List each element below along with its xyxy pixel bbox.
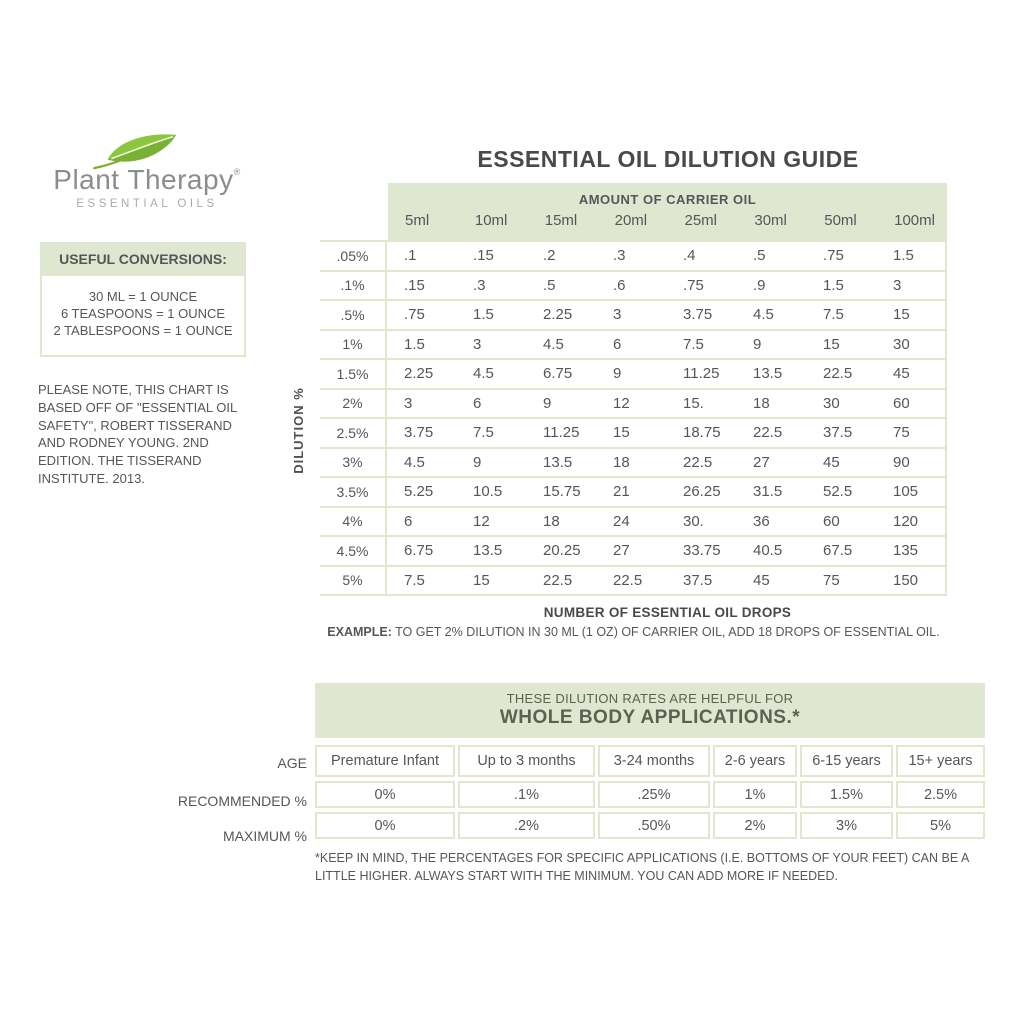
drops-cell: 15 bbox=[456, 566, 526, 596]
carrier-oil-column-label: 50ml bbox=[824, 212, 857, 229]
recommended-row-cell: 2.5% bbox=[896, 781, 985, 808]
drops-cell: 1.5 bbox=[876, 241, 946, 271]
age-row-cell: 15+ years bbox=[896, 745, 985, 777]
dilution-percent-cell: .05% bbox=[320, 241, 386, 271]
maximum-row-cell: 5% bbox=[896, 812, 985, 839]
drops-cell: 3 bbox=[876, 271, 946, 301]
drops-cell: 4.5 bbox=[526, 330, 596, 360]
drops-cell: 4.5 bbox=[386, 448, 456, 478]
logo-name: Plant Therapy® bbox=[53, 164, 241, 195]
drops-cell: 30 bbox=[876, 330, 946, 360]
drops-cell: 15.75 bbox=[526, 477, 596, 507]
applications-header-line2: WHOLE BODY APPLICATIONS.* bbox=[499, 707, 801, 728]
drops-cell: 3 bbox=[456, 330, 526, 360]
dilution-row bbox=[320, 507, 946, 537]
drops-cell: 31.5 bbox=[736, 477, 806, 507]
drops-cell: .9 bbox=[736, 271, 806, 301]
drops-cell: 6 bbox=[456, 389, 526, 419]
drops-cell: .75 bbox=[806, 241, 876, 271]
dilution-row bbox=[320, 330, 946, 360]
applications-row-label: AGE bbox=[277, 755, 307, 771]
drops-cell: 12 bbox=[596, 389, 666, 419]
page-title: ESSENTIAL OIL DILUTION GUIDE bbox=[477, 146, 859, 172]
drops-cell: 18 bbox=[596, 448, 666, 478]
dilution-percent-cell: .5% bbox=[320, 300, 386, 330]
maximum-row-cell: .2% bbox=[458, 812, 595, 839]
dilution-table bbox=[320, 240, 947, 596]
drops-cell: 4.5 bbox=[736, 300, 806, 330]
drops-cell: 13.5 bbox=[736, 359, 806, 389]
drops-cell: 10.5 bbox=[456, 477, 526, 507]
drops-cell: .3 bbox=[456, 271, 526, 301]
recommended-row-cell: 0% bbox=[315, 781, 455, 808]
example-label: EXAMPLE: bbox=[327, 625, 392, 639]
carrier-oil-column-label: 10ml bbox=[474, 212, 508, 229]
carrier-oil-column-label: 25ml bbox=[684, 212, 718, 229]
drops-cell: 75 bbox=[806, 566, 876, 596]
drops-cell: 1.5 bbox=[456, 300, 526, 330]
drops-cell: 12 bbox=[456, 507, 526, 537]
drops-cell: .1 bbox=[386, 241, 456, 271]
dilution-row bbox=[320, 389, 946, 419]
dilution-axis-label: DILUTION % bbox=[290, 386, 306, 474]
drops-cell: 15 bbox=[596, 418, 666, 448]
drops-cell: .4 bbox=[666, 241, 736, 271]
drops-cell: 36 bbox=[736, 507, 806, 537]
drops-cell: .15 bbox=[386, 271, 456, 301]
drops-cell: 120 bbox=[876, 507, 946, 537]
drops-cell: 3 bbox=[596, 300, 666, 330]
drops-cell: 15. bbox=[666, 389, 736, 419]
drops-cell: 18 bbox=[736, 389, 806, 419]
drops-cell: 9 bbox=[736, 330, 806, 360]
example-line bbox=[320, 625, 947, 639]
dilution-row bbox=[320, 566, 946, 596]
maximum-row-cell: 3% bbox=[800, 812, 893, 839]
drops-cell: 26.25 bbox=[666, 477, 736, 507]
drops-cell: 22.5 bbox=[806, 359, 876, 389]
drops-cell: 33.75 bbox=[666, 536, 736, 566]
applications-row-labels bbox=[57, 743, 307, 853]
drops-cell: 60 bbox=[876, 389, 946, 419]
dilution-percent-cell: 4.5% bbox=[320, 536, 386, 566]
age-row-cell: Up to 3 months bbox=[458, 745, 595, 777]
useful-conversions-box bbox=[40, 242, 246, 357]
plant-therapy-logo bbox=[52, 132, 242, 210]
drops-cell: 27 bbox=[736, 448, 806, 478]
drops-cell: 18.75 bbox=[666, 418, 736, 448]
drops-cell: 20.25 bbox=[526, 536, 596, 566]
drops-cell: 1.5 bbox=[386, 330, 456, 360]
drops-cell: 7.5 bbox=[806, 300, 876, 330]
drops-cell: 30. bbox=[666, 507, 736, 537]
applications-row-label: RECOMMENDED % bbox=[177, 792, 307, 809]
drops-cell: 13.5 bbox=[456, 536, 526, 566]
recommended-row-cell: .25% bbox=[598, 781, 710, 808]
carrier-oil-column-label: 5ml bbox=[405, 212, 430, 229]
drops-cell: 67.5 bbox=[806, 536, 876, 566]
drops-cell: 37.5 bbox=[806, 418, 876, 448]
recommended-row-cell: 1% bbox=[713, 781, 797, 808]
age-row-cell: 3-24 months bbox=[598, 745, 710, 777]
dilution-row bbox=[320, 359, 946, 389]
age-row bbox=[315, 745, 985, 777]
drops-cell: 3 bbox=[386, 389, 456, 419]
age-row-cell: 2-6 years bbox=[713, 745, 797, 777]
drops-cell: 21 bbox=[596, 477, 666, 507]
maximum-row-cell: 0% bbox=[315, 812, 455, 839]
drops-cell: 7.5 bbox=[456, 418, 526, 448]
applications-section bbox=[177, 683, 985, 844]
drops-cell: .75 bbox=[666, 271, 736, 301]
drops-cell: 9 bbox=[456, 448, 526, 478]
drops-cell: 52.5 bbox=[806, 477, 876, 507]
applications-row-label: MAXIMUM % bbox=[223, 827, 307, 844]
carrier-oil-header: AMOUNT OF CARRIER OIL bbox=[578, 192, 757, 207]
dilution-tbody bbox=[320, 241, 946, 595]
drops-cell: 22.5 bbox=[526, 566, 596, 596]
applications-header-line1: THESE DILUTION RATES ARE HELPFUL FOR bbox=[506, 691, 794, 706]
maximum-row-cell: 2% bbox=[713, 812, 797, 839]
carrier-oil-columns bbox=[388, 212, 947, 229]
drops-cell: 1.5 bbox=[806, 271, 876, 301]
dilution-row bbox=[320, 418, 946, 448]
recommended-row-cell: 1.5% bbox=[800, 781, 893, 808]
drops-cell: 9 bbox=[596, 359, 666, 389]
dilution-percent-cell: 3.5% bbox=[320, 477, 386, 507]
drops-cell: 6.75 bbox=[526, 359, 596, 389]
drops-cell: 22.5 bbox=[736, 418, 806, 448]
footnote: *KEEP IN MIND, THE PERCENTAGES FOR SPECIFIC APPLICATIONS (I.E. BOTTOMS OF YOUR FEET) CAN BE A LITTLE HIGHER. ALWAYS START WITH THE MINIMUM. YOU CAN ADD MORE IF NEEDED. bbox=[315, 851, 969, 884]
example-text: TO GET 2% DILUTION IN 30 ML (1 OZ) OF CARRIER OIL, ADD 18 DROPS OF ESSENTIAL OIL. bbox=[391, 625, 940, 639]
applications-tbody bbox=[315, 745, 985, 839]
drops-cell: 60 bbox=[806, 507, 876, 537]
conversion-item: 6 TEASPOONS = 1 OUNCE bbox=[60, 306, 226, 322]
drops-cell: 30 bbox=[806, 389, 876, 419]
dilution-row bbox=[320, 448, 946, 478]
maximum-row-cell: .50% bbox=[598, 812, 710, 839]
conversion-item: 2 TABLESPOONS = 1 OUNCE bbox=[53, 323, 233, 339]
drops-cell: 5.25 bbox=[386, 477, 456, 507]
age-row-cell: Premature Infant bbox=[315, 745, 455, 777]
drops-cell: 3.75 bbox=[666, 300, 736, 330]
drops-cell: 75 bbox=[876, 418, 946, 448]
drops-cell: 4.5 bbox=[456, 359, 526, 389]
drops-cell: 2.25 bbox=[386, 359, 456, 389]
maximum-row bbox=[315, 812, 985, 839]
drops-cell: .75 bbox=[386, 300, 456, 330]
dilution-percent-cell: 1% bbox=[320, 330, 386, 360]
dilution-row bbox=[320, 477, 946, 507]
drops-cell: 45 bbox=[876, 359, 946, 389]
logo-subtitle: ESSENTIAL OILS bbox=[76, 198, 218, 210]
recommended-row-cell: .1% bbox=[458, 781, 595, 808]
drops-cell: .15 bbox=[456, 241, 526, 271]
carrier-oil-column-label: 15ml bbox=[544, 212, 578, 229]
drops-cell: 6 bbox=[386, 507, 456, 537]
drops-cell: 90 bbox=[876, 448, 946, 478]
drops-cell: .5 bbox=[526, 271, 596, 301]
conversions-list bbox=[40, 276, 246, 357]
drops-cell: 7.5 bbox=[386, 566, 456, 596]
drops-cell: 2.25 bbox=[526, 300, 596, 330]
drops-cell: 37.5 bbox=[666, 566, 736, 596]
carrier-oil-column-label: 100ml bbox=[894, 212, 935, 229]
drops-cell: 135 bbox=[876, 536, 946, 566]
dilution-percent-cell: 2% bbox=[320, 389, 386, 419]
drops-cell: 3.75 bbox=[386, 418, 456, 448]
carrier-oil-column-label: 30ml bbox=[754, 212, 787, 229]
drops-cell: 40.5 bbox=[736, 536, 806, 566]
source-note: PLEASE NOTE, THIS CHART IS BASED OFF OF "ESSENTIAL OIL SAFETY", ROBERT TISSERAND AND RODNEY YOUNG. 2ND EDITION. THE TISSERAND INSTITUTE. 2013. bbox=[38, 382, 237, 486]
dilution-row bbox=[320, 241, 946, 271]
drops-cell: 9 bbox=[526, 389, 596, 419]
carrier-oil-header-band bbox=[388, 183, 947, 240]
drops-caption: NUMBER OF ESSENTIAL OIL DROPS bbox=[543, 605, 792, 620]
dilution-percent-cell: 1.5% bbox=[320, 359, 386, 389]
recommended-row bbox=[315, 781, 985, 808]
dilution-row bbox=[320, 271, 946, 301]
dilution-percent-cell: 2.5% bbox=[320, 418, 386, 448]
drops-cell: .3 bbox=[596, 241, 666, 271]
drops-cell: 6.75 bbox=[386, 536, 456, 566]
drops-cell: 22.5 bbox=[596, 566, 666, 596]
drops-cell: 15 bbox=[806, 330, 876, 360]
drops-cell: 7.5 bbox=[666, 330, 736, 360]
dilution-percent-cell: 5% bbox=[320, 566, 386, 596]
drops-cell: 24 bbox=[596, 507, 666, 537]
carrier-oil-column-label: 20ml bbox=[614, 212, 648, 229]
dilution-percent-cell: 4% bbox=[320, 507, 386, 537]
registered-mark: ® bbox=[233, 167, 241, 177]
drops-cell: 45 bbox=[806, 448, 876, 478]
drops-cell: 13.5 bbox=[526, 448, 596, 478]
drops-cell: 22.5 bbox=[666, 448, 736, 478]
age-row-cell: 6-15 years bbox=[800, 745, 893, 777]
drops-cell: .6 bbox=[596, 271, 666, 301]
drops-cell: 11.25 bbox=[666, 359, 736, 389]
drops-cell: 27 bbox=[596, 536, 666, 566]
conversions-title: USEFUL CONVERSIONS: bbox=[40, 242, 246, 276]
drops-cell: 15 bbox=[876, 300, 946, 330]
dilution-table-section bbox=[290, 183, 947, 639]
drops-cell: 150 bbox=[876, 566, 946, 596]
dilution-percent-cell: .1% bbox=[320, 271, 386, 301]
drops-cell: .2 bbox=[526, 241, 596, 271]
applications-table bbox=[312, 741, 988, 843]
drops-cell: 6 bbox=[596, 330, 666, 360]
dilution-percent-cell: 3% bbox=[320, 448, 386, 478]
applications-header-band bbox=[315, 683, 985, 738]
conversion-item: 30 ML = 1 OUNCE bbox=[88, 289, 198, 304]
drops-cell: .5 bbox=[736, 241, 806, 271]
dilution-row bbox=[320, 300, 946, 330]
dilution-row bbox=[320, 536, 946, 566]
drops-cell: 105 bbox=[876, 477, 946, 507]
drops-cell: 11.25 bbox=[526, 418, 596, 448]
drops-cell: 45 bbox=[736, 566, 806, 596]
drops-cell: 18 bbox=[526, 507, 596, 537]
